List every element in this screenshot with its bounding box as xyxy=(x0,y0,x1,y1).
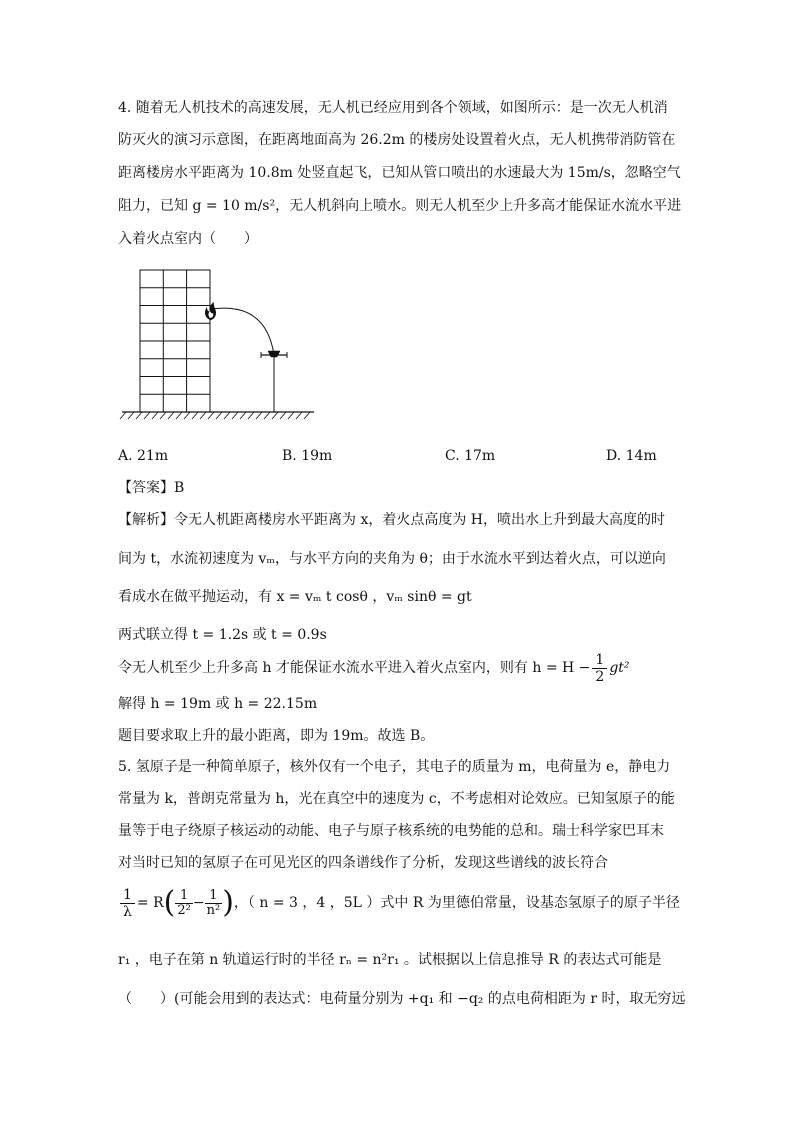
water-trajectory xyxy=(212,308,274,355)
analysis-line-7: 题目要求取上升的最小距离，即为 19m。故选 B。 xyxy=(118,728,435,744)
analysis-line-5-text: 令无人机至少上升多高 h 才能保证水流水平进入着火点室内，则有 h = H − xyxy=(118,660,591,676)
fraction-one-over-n-squared xyxy=(205,889,223,918)
half-fraction-den: 2 xyxy=(595,668,605,685)
inverse-lambda-num: 1 xyxy=(120,887,135,904)
choice-a: A. 21m xyxy=(118,448,169,464)
analysis-line-6: 解得 h = 19m 或 h = 22.15m xyxy=(118,696,318,712)
right-paren: ) xyxy=(222,885,234,920)
rydberg-formula-line xyxy=(118,883,680,923)
half-fraction xyxy=(592,652,607,685)
analysis-line-4: 两式联立得 t = 1.2s 或 t = 0.9s xyxy=(118,627,327,643)
left-paren: ( xyxy=(163,885,176,920)
q5-line-2: 常量为 k，普朗克常量为 h，光在真空中的速度为 c，不考虑相对论效应。已知氢原子的能 xyxy=(118,791,675,807)
q4-line-3: 距离楼房水平距离为 10.8m 处竖直起飞，已知从管口喷出的水速最大为 15m/s，忽略空气 xyxy=(118,165,681,181)
q5-line-last: （ ）(可能会用到的表达式：电荷量分别为 +q₁ 和 −q₂ 的点电荷相距为 r 时，取无穷远 xyxy=(118,991,686,1007)
drone-fire-diagram xyxy=(118,262,318,426)
q4-line-4: 阻力，已知 g = 10 m/s²，无人机斜向上喷水。则无人机至少上升多高才能保证水流水平进 xyxy=(118,198,682,214)
q5-line-r1: r₁ ，电子在第 n 轨道运行时的半径 rₙ = n²r₁ 。试根据以上信息推导 R 的表达式可能是 xyxy=(118,952,662,968)
analysis-line-3: 看成水在做平抛运动，有 x = vₘ t cosθ ，vₘ sinθ = gt xyxy=(118,589,472,605)
fraction-a-den: 2² xyxy=(177,902,191,918)
inverse-lambda-den: λ xyxy=(123,903,132,920)
gt-squared: gt² xyxy=(609,660,630,676)
q4-line-2: 防灭火的演习示意图，在距离地面高为 26.2m 的楼房处设置着火点，无人机携带消防管在 xyxy=(118,132,676,148)
fraction-a-num: 1 xyxy=(175,889,192,904)
ground xyxy=(120,412,314,419)
analysis-line-5 xyxy=(118,651,630,685)
q5-line-1: 5. 氢原子是一种简单原子，核外仅有一个电子，其电子的质量为 m，电荷量为 e，静电力 xyxy=(118,759,671,775)
rydberg-tail: ，（ n = 3 ，4 ，5L ）式中 R 为里德伯常量，设基态氢原子的原子半径 xyxy=(233,895,680,911)
choice-d: D. 14m xyxy=(606,448,657,464)
minus-sign: − xyxy=(192,895,205,911)
building xyxy=(140,270,210,412)
equals-r: = R xyxy=(136,895,164,911)
q4-line-5: 入着火点室内（ ） xyxy=(118,231,258,247)
fire-icon xyxy=(205,302,216,320)
half-fraction-num: 1 xyxy=(592,652,607,669)
choice-c: C. 17m xyxy=(445,448,496,464)
q5-line-3: 量等于电子绕原子核运动的动能、电子与原子核系统的电势能的总和。瑞士科学家巴耳末 xyxy=(118,823,664,839)
fraction-one-over-two-squared xyxy=(175,889,192,918)
inverse-lambda xyxy=(120,887,135,920)
drone-icon xyxy=(261,351,287,412)
q4-line-1: 4. 随着无人机技术的高速发展，无人机已经应用到各个领域，如图所示：是一次无人机消 xyxy=(118,100,668,116)
choice-b: B. 19m xyxy=(282,448,333,464)
fraction-b-num: 1 xyxy=(205,889,223,904)
q5-line-4: 对当时已知的氢原子在可见光区的四条谱线作了分析，发现这些谱线的波长符合 xyxy=(118,855,608,871)
analysis-line-2: 间为 t，水流初速度为 vₘ，与水平方向的夹角为 θ；由于水流水平到达着火点，可以逆向 xyxy=(118,551,666,567)
answer: 【答案】B xyxy=(118,480,185,496)
fraction-b-den: n² xyxy=(206,902,221,918)
analysis-line-1: 【解析】令无人机距离楼房水平距离为 x，着火点高度为 H，喷出水上升到最大高度的时 xyxy=(118,512,666,528)
